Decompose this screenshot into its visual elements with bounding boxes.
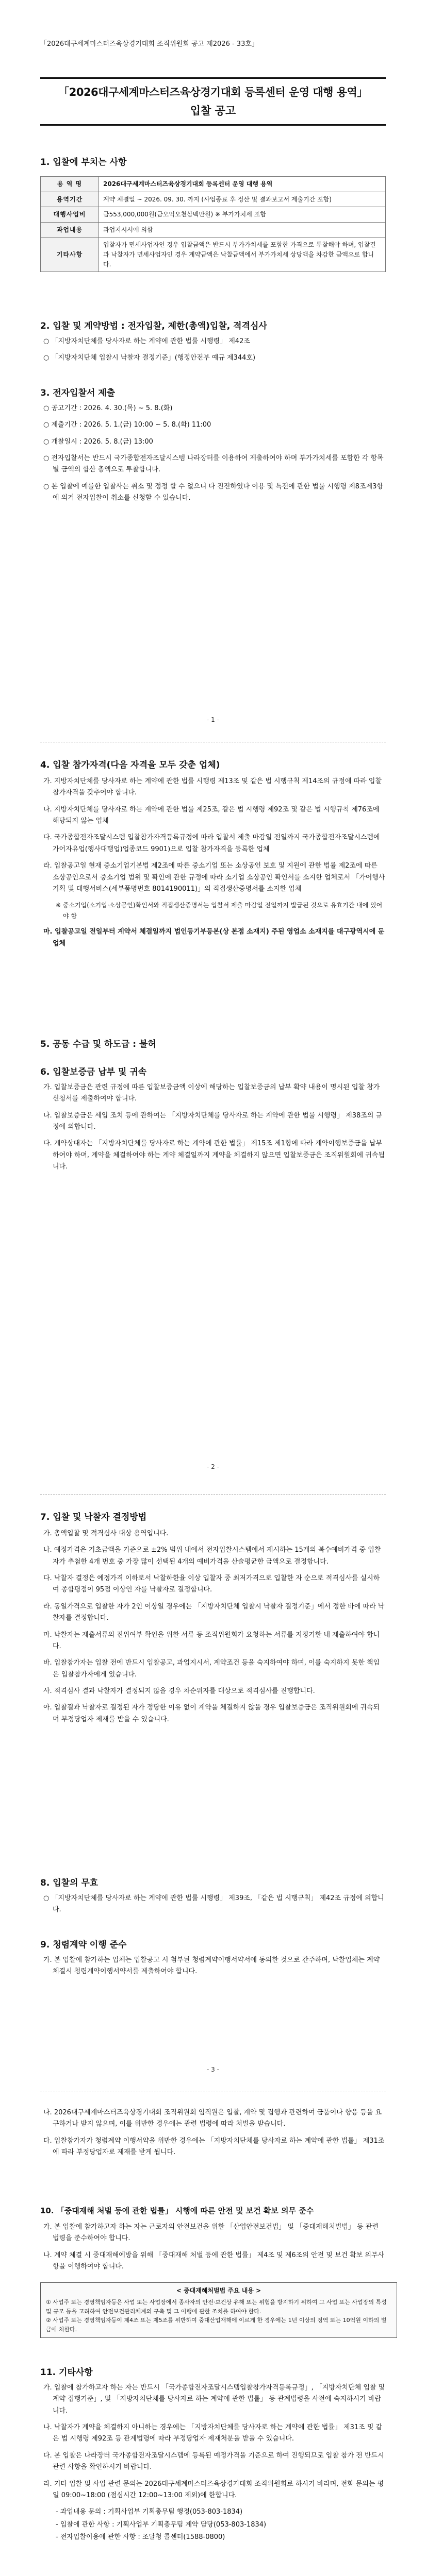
section-3-body <box>40 403 386 510</box>
document-subtitle: 입찰 공고 <box>190 105 236 117</box>
document-title: 「2026대구세계마스터즈육상경기대회 등록센터 운영 대행 용역」 <box>58 86 368 98</box>
list-item: 가. 지방자치단체를 당사자로 하는 계약에 관한 법률 시행령 제13조 및 같은 법 시행규칙 제14조의 규정에 따라 입찰 참가자격을 갖추어야 합니다. <box>43 777 382 797</box>
list-item: 가. 총액입찰 및 적격심사 대상 용역입니다. <box>43 1530 169 1537</box>
page-number: - 1 - <box>207 716 219 723</box>
section-7-title: 7. 입찰 및 낙찰자 결정방법 <box>40 1512 147 1522</box>
section-10-title: 10. 「중대재해 처벌 등에 관한 법률」 시행에 따른 안전 및 보건 확보 의무 준수 <box>40 2206 314 2215</box>
section-11-title: 11. 기타사항 <box>40 2367 93 2378</box>
table-value: 입찰자가 면세사업자인 경우 입찰금액은 반드시 부가가치세를 포함한 가격으로 투찰해야 하며, 입찰결과 낙찰자가 면세사업자인 경우 계약금액은 낙찰금액에서 부가가치세 상당액을 차감한 금액으로 합니다. <box>99 238 386 272</box>
section-7-body <box>40 1528 386 1731</box>
section-5-title: 5. 공동 수급 및 하도급 : 불허 <box>40 1039 156 1049</box>
title-box <box>40 77 386 126</box>
section-8-title: 8. 입찰의 무효 <box>40 1878 99 1888</box>
list-item: 나. 2026대구세계마스터즈육상경기대회 조직위원회 임직원은 입찰, 계약 및 집행과 관련하여 금품이나 향응 등을 요구하거나 받지 않으며, 이를 위반한 경우에는 관련 법령에 따라 처벌을 받습니다. <box>43 2109 382 2128</box>
list-item: 나. 지방자치단체를 당사자로 하는 계약에 관한 법률 제25조, 같은 법 시행령 제92조 및 같은 법 시행규칙 제76조에 해당되지 않는 업체 <box>43 805 380 825</box>
list-item: 가. 입찰에 참가하고자 하는 자는 반드시 「국가종합전자조달시스템입찰참가자격등록규정」, 「지방자치단체 입찰 및 계약 집행기준」, 및 「지방자치단체를 당사자로 하는 계약에 관한 법률」 등 관계법령을 사전에 숙지하시기 바랍니다. <box>43 2384 385 2415</box>
notice-line: ① 사업주 또는 경영책임자등은 사업 또는 사업장에서 종사자의 안전·보건상 유해 또는 위험을 방지하기 위하여 그 사업 또는 사업장의 특성 및 규모 등을 고려하여 안전보건관리체계의 구축 및 그 이행에 관한 조치를 하여야 한다. <box>46 2299 387 2315</box>
section-9-continued <box>40 2107 386 2163</box>
table-label: 용역기간 <box>41 192 99 207</box>
table-row <box>41 207 386 223</box>
table-row <box>41 222 386 238</box>
list-item: 사. 적격심사 결과 낙찰자가 결정되지 않을 경우 차순위자를 대상으로 적격심사를 진행합니다. <box>43 1687 315 1695</box>
list-item: ○ 「지방자치단체를 당사자로 하는 계약에 관한 법률 시행령」 제42조 <box>43 337 250 345</box>
table-row <box>41 177 386 192</box>
contact-line: - 입찰에 관한 사항 : 기획사업부 기획총무팀 계약 담당(053-803-1834) <box>56 2520 267 2529</box>
list-item: 가. 본 입찰에 참가하고자 하는 자는 근로자의 안전보건을 위한 「산업안전보건법」 및 「중대재해처벌법」 등 관련 법령을 준수하여야 합니다. <box>43 2223 379 2243</box>
header-note: 「2026대구세계마스터즈육상경기대회 조직위원회 공고 제2026 - 33호」 <box>40 40 258 48</box>
list-item: ○ 공고기간 : 2026. 4. 30.(목) ~ 5. 8.(화) <box>43 404 173 412</box>
section-11-body <box>40 2382 386 2548</box>
list-item: 나. 낙찰자가 계약을 체결하지 아니하는 경우에는 「지방자치단체를 당사자로 하는 계약에 관한 법률」 제31조 및 같은 법 시행령 제92조 등 관계법령에 따라 부정당업자 제재처분을 받을 수 있습니다. <box>43 2424 383 2443</box>
list-item: 가. 본 입찰에 참가하는 업체는 입찰공고 시 첨부된 청렴계약이행서약서에 동의한 것으로 간주하며, 낙찰업체는 계약 체결시 청렴계약이행서약서를 제출하여야 합니다. <box>43 1956 380 1976</box>
section-6-body <box>40 1082 386 1178</box>
list-item: 나. 계약 체결 시 중대재해예방을 위해 「중대재해 처벌 등에 관한 법률」 제4조 및 제6조의 안전 및 보건 확보 의무사항을 이행하여야 합니다. <box>43 2251 385 2271</box>
list-item: ○ 개찰일시 : 2026. 5. 8.(금) 13:00 <box>43 437 153 446</box>
section-6-title: 6. 입찰보증금 납부 및 귀속 <box>40 1067 147 1077</box>
list-item: 나. 입찰보증금은 세입 조치 등에 관하여는 「지방자치단체를 당사자로 하는 계약에 관한 법률 시행령」 제38조의 규정에 의합니다. <box>43 1111 383 1131</box>
list-item: 라. 기타 입찰 및 사업 관련 문의는 2026대구세계마스터즈육상경기대회 조직위원회로 하시기 바라며, 전화 문의는 평일 09:00~18:00 (점심시간 12:00~13:00 제외)에 한합니다. <box>43 2480 384 2499</box>
section-2-body <box>40 336 386 369</box>
notice-box <box>40 2282 397 2338</box>
page-divider <box>40 1494 386 1495</box>
list-item: 다. 계약상대자는 「지방자치단체를 당사자로 하는 계약에 관한 법률」 제15조 제1항에 따라 계약이행보증금을 납부하여야 하며, 계약을 체결하여야 하는 계약 체결일까지 계약을 체결하지 않으면 입찰보증금은 조직위원회에 귀속됩니다. <box>43 1140 385 1171</box>
list-note: ※ 중소기업(소기업·소상공인)확인서와 직접생산증명서는 입찰서 제출 마감일 전일까지 발급된 것으로 유효기간 내에 있어야 함 <box>56 902 383 920</box>
info-table <box>40 176 386 272</box>
list-item: 다. 입찰참가자가 청렴계약 이행서약을 위반한 경우에는 「지방자치단체를 당사자로 하는 계약에 관한 법률」 제31조에 따라 부정당업자로 제재를 받게 됩니다. <box>43 2137 385 2157</box>
page-number: - 3 - <box>207 2066 219 2073</box>
section-2-title: 2. 입찰 및 계약방법 : 전자입찰, 제한(총액)입찰, 적격심사 <box>40 321 267 331</box>
contact-line: - 과업내용 문의 : 기획사업부 기획총무팀 행정(053-803-1834) <box>56 2508 243 2516</box>
table-value: 금553,000,000원(금오억오천삼백만원) ※ 부가가치세 포함 <box>99 207 386 223</box>
table-label: 대행사업비 <box>41 207 99 223</box>
section-9-body <box>40 1955 386 1983</box>
list-item: ○ 「지방자치단체 입찰시 낙찰자 결정기준」(행정안전부 예규 제344호) <box>43 354 256 362</box>
table-row <box>41 192 386 207</box>
list-item: ○ 제출기간 : 2026. 5. 1.(금) 10:00 ~ 5. 8.(화) 11:00 <box>43 421 211 429</box>
list-item: 다. 낙찰자 결정은 예정가격 이하로서 낙찰하한율 이상 입찰자 중 최저가격으로 입찰한 자 순으로 적격심사를 실시하여 종합평점이 95점 이상인 자를 낙찰자로 결정합니다. <box>43 1574 380 1594</box>
section-1-title: 1. 입찰에 부치는 사항 <box>40 157 127 167</box>
table-value: 과업지시서에 의함 <box>99 222 386 238</box>
list-item: 마. 입찰공고일 전일부터 계약서 체결일까지 법인등기부등본(상 본점 소재지) 주된 영업소 소재지를 대구광역시에 둔 업체 <box>43 928 385 947</box>
table-row <box>41 238 386 272</box>
list-item: ○ 전자입찰서는 반드시 국가종합전자조달시스템 나라장터를 이용하여 제출하여야 하며 부가가치세를 포함한 각 항목별 금액의 합산 총액으로 투찰합니다. <box>43 454 384 474</box>
notice-line: ② 사업주 또는 경영책임자등이 제4조 또는 제5조를 위반하여 중대산업재해에 이르게 한 경우에는 1년 이상의 징역 또는 10억원 이하의 벌금에 처한다. <box>46 2317 387 2333</box>
section-4-title: 4. 입찰 참가자격(다음 자격을 모두 갖춘 업체) <box>40 760 220 770</box>
list-item: 바. 입찰참가자는 입찰 전에 반드시 입찰공고, 과업지시서, 계약조건 등을 숙지하여야 하며, 이를 숙지하지 못한 책임은 입찰참가자에게 있습니다. <box>43 1659 380 1679</box>
table-label: 용 역 명 <box>41 177 99 192</box>
list-item: ○ 「지방자치단체를 당사자로 하는 계약에 관한 법률 시행령」 제39조, 「같은 법 시행규칙」 제42조 규정에 의합니다. <box>43 1894 384 1914</box>
table-value: 계약 체결일 ~ 2026. 09. 30. 까지 (사업종료 후 정산 및 결과보고서 제출기간 포함) <box>99 192 386 207</box>
list-item: 다. 국가종합전자조달시스템 입찰참가자격등록규정에 따라 입찰서 제출 마감일 전일까지 국가종합전자조달시스템에 가어자유업(행사대행업)업종코드 9901)으로 입찰 참가자격을 등록한 업체 <box>43 834 380 853</box>
section-10-body <box>40 2222 386 2278</box>
page-number: - 2 - <box>207 1463 219 1470</box>
notice-box-title: < 중대재해처벌법 주요 내용 > <box>176 2287 261 2294</box>
list-item: 나. 예정가격은 기초금액을 기준으로 ±2% 범위 내에서 전자입찰시스템에서 제시하는 15개의 복수예비가격 중 입찰자가 추첨한 4개 번호 중 가장 많이 선택된 4개의 예비가격을 산술평균한 금액으로 결정합니다. <box>43 1546 381 1566</box>
list-item: 라. 동일가격으로 입찰한 자가 2인 이상일 경우에는 「지방자치단체 입찰시 낙찰자 결정기준」에서 정한 바에 따라 낙찰자를 결정합니다. <box>43 1602 385 1622</box>
section-8-body <box>40 1893 386 1921</box>
list-item: 마. 낙찰자는 제출서류의 진위여부 확인을 위한 서류 등 조직위원회가 요청하는 서류를 지정기한 내 제출하여야 합니다. <box>43 1631 380 1650</box>
list-item: 아. 입찰결과 낙찰자로 결정된 자가 정당한 이유 없이 계약을 체결하지 않을 경우 입찰보증금은 조직위원회에 귀속되며 부정당업자 제재를 받을 수 있습니다. <box>43 1704 380 1723</box>
table-label: 과업내용 <box>41 222 99 238</box>
list-item: 다. 본 입찰은 나라장터 국가종합전자조달시스템에 등록된 예정가격을 기준으로 하여 진행되므로 입찰 참가 전 반드시 관련 사항을 확인하시기 바랍니다. <box>43 2451 384 2471</box>
list-item: 가. 입찰보증금은 관련 규정에 따른 입찰보증금액 이상에 해당하는 입찰보증금의 납부 확약 내용이 명시된 입찰 참가신청서를 제출하여야 합니다. <box>43 1083 380 1103</box>
table-value: 2026대구세계마스터즈육상경기대회 등록센터 운영 대행 용역 <box>99 177 386 192</box>
contact-line: - 전자입찰이용에 관한 사항 : 조달청 콜센터(1588-0800) <box>56 2533 225 2541</box>
section-4-body <box>40 776 386 955</box>
list-item: ○ 본 입찰에 예를한 입찰사는 취소 및 정정 할 수 없으니 다 진전하였다 이용 및 특전에 관한 법률 시행령 제8조제3항에 의거 전자입찰이 취소를 신청할 수 있습니다. <box>43 482 383 502</box>
section-9-title: 9. 청렴계약 이행 준수 <box>40 1940 127 1950</box>
list-item: 라. 입찰공고일 현재 중소기업기본법 제2조에 따른 중소기업 또는 소상공인 보호 및 지원에 관한 법률 제2조에 따른 소상공인으로서 중소기업 범위 및 확인에 관한 규정에 따라 소기업 소상공인 확인서를 소지한 업체로서 「가어행사기획 및 대행서비스(세부품명번호 8014190011)」의 직접생산증명서를 소지한 업체 <box>43 862 385 893</box>
section-3-title: 3. 전자입찰서 제출 <box>40 388 116 398</box>
table-label: 기타사항 <box>41 238 99 272</box>
